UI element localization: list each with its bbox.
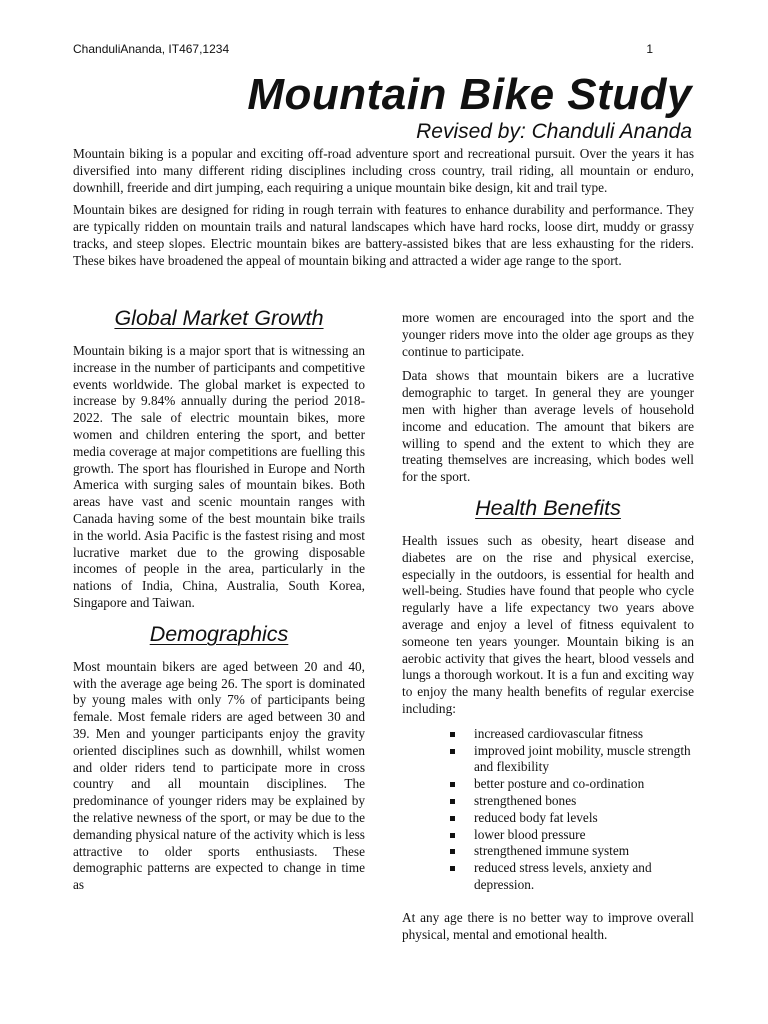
page-number: 1 (646, 42, 653, 56)
bullet-icon (450, 732, 455, 737)
intro-section (73, 146, 694, 276)
intro-paragraph-2: Mountain bikes are designed for riding in rough terrain with features to enhance durability and performance. They are typically ridden on mountain trails and natural landscapes which have hard rocks, loose dirt, muddy or grassy tracks, and steep slopes. Electric mountain bikes are battery-assisted bikes that are less exhausting for the riders. These bikes have broadened the appeal of mountain biking and attracted a wider age range to the sport. (73, 202, 694, 268)
global-market-heading: Global Market Growth (114, 306, 324, 330)
right-column (402, 310, 694, 949)
health-closing-paragraph: At any age there is no better way to improve overall physical, mental and emotional health. (402, 909, 694, 942)
bullet-icon (450, 816, 455, 821)
health-benefits-list (402, 726, 694, 894)
page-subtitle: Revised by: Chanduli Ananda (416, 120, 692, 143)
health-benefits-heading: Health Benefits (475, 495, 621, 520)
list-item: reduced body fat levels (474, 810, 694, 827)
bullet-icon (450, 833, 455, 838)
list-item: strengthened immune system (474, 843, 694, 860)
bullet-icon (450, 799, 455, 804)
left-column (73, 306, 365, 900)
header-author-line: ChanduliAnanda, IT467,1234 (73, 42, 230, 56)
health-benefits-paragraph: Health issues such as obesity, heart disease and diabetes are on the rise and physical exercise, especially in the outdoors, is essential for health and well-being. Studies have found that people who cycle regularly have a life expectancy two years above average and enjoy a level of fitness equivalent to someone ten years younger. Mountain biking is an aerobic activity that gives the heart, blood vessels and lungs a thorough workout. It is a fun and exciting way to enjoy the many health benefits of regular exercise including: (402, 532, 694, 716)
list-item: better posture and co-ordination (474, 776, 694, 793)
intro-paragraph-1: Mountain biking is a popular and exciting off-road adventure sport and recreational pursuit. Over the years it has diversified into many different riding disciplines including cross country, trail riding, all mountain or enduro, downhill, freeride and dirt jumping, each requiring a unique mountain bike design, kit and trail type. (73, 146, 694, 195)
global-market-paragraph: Mountain biking is a major sport that is witnessing an increase in the number of participants and competitive events worldwide. The global market is expected to increase by 9.84% annually during the period 2018-2022. The sale of electric mountain bikes, more women and children entering the sport, and better media coverage at major competitions are fuelling this growth. The sport has flourished in Europe and North America with surging sales of mountain bikes. Both areas have vast and scenic mountain ranges with Canada having some of the best mountain bike trails in the world. Asia Pacific is the fastest rising and most lucrative market due to the growing disposable incomes of people in the area, particularly in the nations of India, China, Australia, South Korea, Singapore and Taiwan. (73, 343, 365, 610)
bullet-icon (450, 749, 455, 754)
list-item: increased cardiovascular fitness (474, 726, 694, 743)
demographics-paragraph-1-continued: more women are encouraged into the sport and the younger riders move into the older age groups as they continue to participate. (402, 310, 694, 359)
list-item: reduced stress levels, anxiety and depression. (474, 860, 694, 894)
page-title: Mountain Bike Study (247, 70, 692, 119)
demographics-paragraph-2: Data shows that mountain bikers are a lucrative demographic to target. In general they are younger men with higher than average levels of household income and education. The amount that bikers are willing to spend and the extent to which they are treating themselves are increasing, which bodes well for the sport. (402, 368, 694, 485)
bullet-icon (450, 866, 455, 871)
bullet-icon (450, 782, 455, 787)
bullet-icon (450, 849, 455, 854)
demographics-heading: Demographics (149, 621, 289, 646)
demographics-paragraph-1: Most mountain bikers are aged between 20 and 40, with the average age being 26. The sport is dominated by young males with only 7% of participants being female. Most female riders are aged between 30 and 39. Men and younger participants enjoy the gravity oriented disciplines such as downhill, whilst women and older riders tend to participate more in cross country and all mountain disciplines. The predominance of younger riders may be explained by the relative newness of the sport, or may be due to the demanding physical nature of the activity which is less attractive to older sports enthusiasts. These demographic patterns are expected to change in time as (73, 658, 365, 893)
list-item: lower blood pressure (474, 827, 694, 844)
list-item: strengthened bones (474, 793, 694, 810)
list-item: improved joint mobility, muscle strength and flexibility (474, 743, 694, 777)
